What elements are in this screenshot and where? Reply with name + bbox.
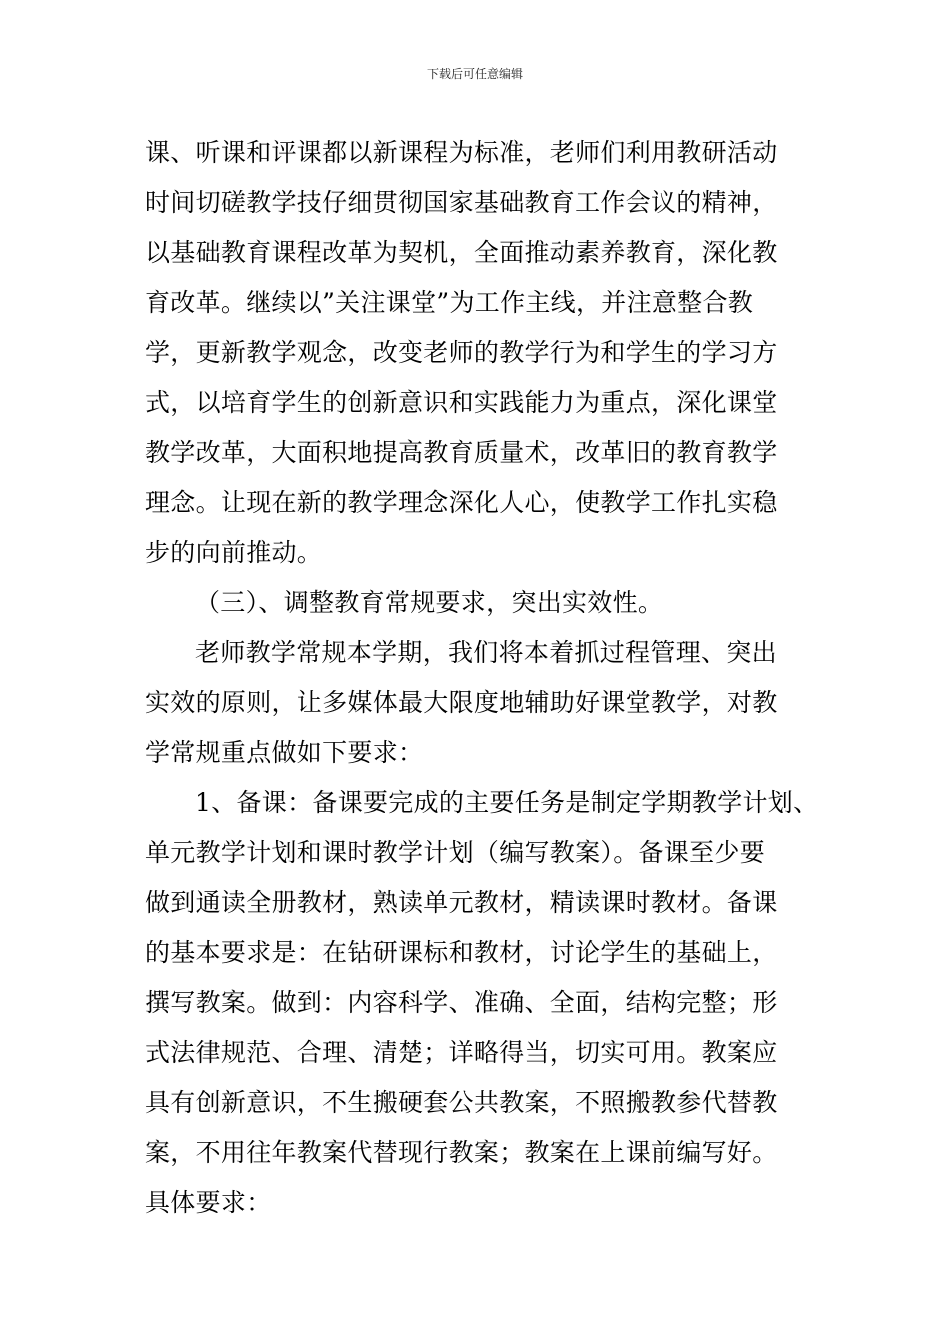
text-line: 课、听课和评课都以新课程为标准，老师们利用教研活动 xyxy=(145,138,778,167)
text-line: 学常规重点做如下要求： xyxy=(145,738,424,767)
text-line: 具体要求： xyxy=(145,1188,272,1217)
text-line: 以基础教育课程改革为契机，全面推动素养教育，深化教 xyxy=(145,238,778,267)
text-line: 教学改革，大面积地提高教育质量术，改革旧的教育教学 xyxy=(145,438,778,467)
text-line: 学，更新教学观念，改变老师的教学行为和学生的学习方 xyxy=(145,338,778,367)
text-line: 理念。让现在新的教学理念深化人心，使教学工作扎实稳 xyxy=(145,488,778,517)
text-line: 撰写教案。做到：内容科学、准确、全面，结构完整；形 xyxy=(145,988,778,1017)
text-line: 做到通读全册教材，熟读单元教材，精读课时教材。备课 xyxy=(145,888,778,917)
text-line: 式法律规范、合理、清楚；详略得当，切实可用。教案应 xyxy=(145,1038,778,1067)
text-line: 案，不用往年教案代替现行教案；教案在上课前编写好。 xyxy=(145,1138,778,1167)
section-heading: （三）、调整教育常规要求，突出实效性。 xyxy=(195,588,664,617)
text-line: 式，以培育学生的创新意识和实践能力为重点，深化课堂 xyxy=(145,388,778,417)
text-line: 实效的原则，让多媒体最大限度地辅助好课堂教学，对教 xyxy=(145,688,778,717)
page-header: 下载后可任意编辑 xyxy=(426,67,523,81)
document-body xyxy=(145,128,845,1228)
text-line: 步的向前推动。 xyxy=(145,538,323,567)
text-line: 具有创新意识，不生搬硬套公共教案，不照搬教参代替教 xyxy=(145,1088,778,1117)
text-line: 的基本要求是：在钻研课标和教材，讨论学生的基础上， xyxy=(145,938,778,967)
text-line: 育改革。继续以”关注课堂”为工作主线，并注意整合教 xyxy=(145,288,754,317)
text-line: 单元教学计划和课时教学计划（编写教案）。备课至少要 xyxy=(145,838,766,867)
paragraph-start-line: 老师教学常规本学期，我们将本着抓过程管理、突出 xyxy=(195,638,777,667)
text-line: 时间切磋教学技仔细贯彻国家基础教育工作会议的精神， xyxy=(145,188,778,217)
paragraph-start-line: 1、备课：备课要完成的主要任务是制定学期教学计划、 xyxy=(195,788,819,817)
